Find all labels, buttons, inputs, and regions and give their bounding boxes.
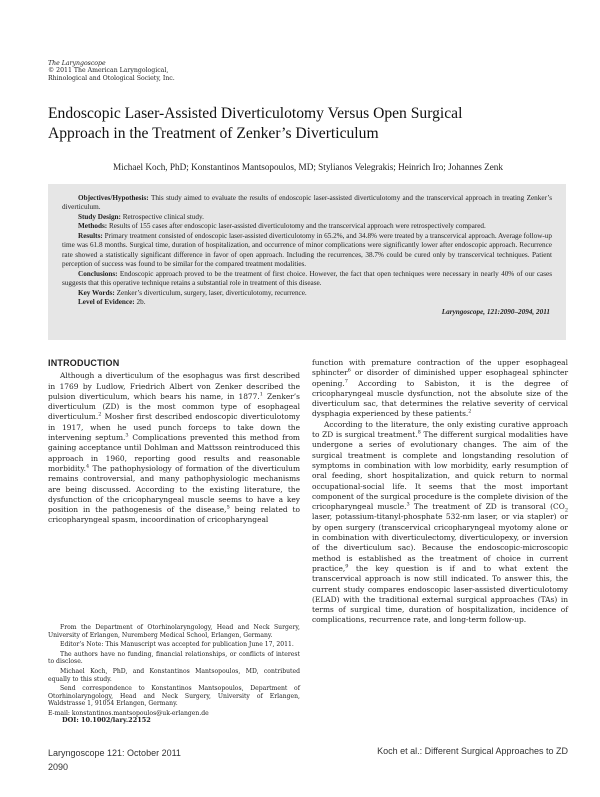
footnote-editor: Editor’s Note: This Manuscript was accepted for publication June 17, 2011. [60, 641, 294, 649]
intro-p1-a: Although a diverticulum of the esophagus was first described in 1769 by Ludlow, Friedrich Albert von Zenker described the pulsion diverticulum, which bears his name, in 1877. [48, 371, 300, 401]
author-list: Michael Koch, PhD; Konstantinos Mantsopoulos, MD; Stylianos Velegrakis; Heinrich Iro; Johannes Zenk [113, 162, 503, 172]
intro-r2-e: the key question is if and to what extent the transcervical approach is now still indicated. To answer this, the current study compares endoscopic laser-assisted diverticulotomy (ELAD) with the traditional external surgical approaches (TAs) in terms of surgical time, duration of hospitalization, incidence of complications, recurrence rate, and long-term follow-up. [312, 563, 568, 625]
doi: DOI: 10.1002/lary.22152 [62, 716, 151, 724]
footnote-correspondence: Send correspondence to Konstantinos Mantsopoulos, Department of Otorhinolaryngology, Head and Neck Surgery, University of Erlangen, Waldstrasse 1, 91054 Erlangen, Germany. [48, 685, 300, 708]
methods-text: Results of 155 cases after endoscopic laser-assisted diverticulotomy and the transcervical approach were retrospectively compared. [108, 222, 486, 231]
article-title [48, 104, 548, 144]
intro-r1-c: According to Sabiston, it is the degree of cricopharyngeal muscle dysfunction, not the absolute size of the diverticulum sac, that determines the relative severity of cervical dysphagia experienced by these patients. [312, 378, 568, 419]
intro-p1-b: Zenker’s diverticulum (ZD) is the most common type of esophageal diverticulum. [48, 391, 300, 422]
evidence-text: 2b. [136, 297, 146, 306]
intro-r2-b: The different surgical modalities have undergone a series of evolutionary changes. The aim of the surgical treatment is complete and longstanding resolution of symptoms in combination with low morbidity, early resumption of oral feeding, short hospitalization, and quick return to normal occupational-social life. It seems that the most important component of the surgical procedure is the complete division of the cricopharyngeal muscle. [312, 430, 568, 512]
intro-r2-d: laser, potassium-titanyl-phosphate 532-nm laser, or via stapler) or by open surgery (transcervical cricopharyngeal myotomy alone or in combination with diverticulectomy, diverticulopexy, or inversion of the diverticulum sac). Because the endoscopic-microscopic method is established as the treatment of choice in current practice, [312, 512, 568, 573]
subscript: 2 [564, 507, 568, 514]
keywords-label: Key Words: [78, 288, 115, 297]
abstract-design [62, 213, 552, 222]
results-text: Primary treatment consisted of endoscopic laser-assisted diverticulotomy in 65.2%, and 34.8% were treated by a transcervical approach. Average follow-up time was 61.8 months. Surgical time, duration of hospitalization, and occurrence of minor complications were significantly lower after endoscopic approach. Recurrence rate showed a statistically significant difference in favor of open approach. Including the recurrences, 38.7% could be cured only by transcervical techniques. Patient perception of success was found to be similar for the compared treatment modalities. [62, 231, 552, 269]
ref-sup: 8 [417, 429, 421, 436]
keywords-text: Zenker’s diverticulum, surgery, laser, diverticulotomy, recurrence. [116, 288, 307, 297]
abstract-evidence [62, 298, 552, 307]
intro-r1-a: function with premature contraction of the upper esophageal sphincter [312, 358, 568, 378]
ref-sup: 1 [259, 391, 263, 398]
results-label: Results: [78, 231, 103, 240]
abstract-objectives [62, 194, 552, 213]
intro-r2-c: The treatment of ZD is transoral (CO [409, 502, 565, 512]
intro-p1-c: Mosher first described endoscopic diverticulotomy in 1917, when he used punch forceps to take down the intervening septum. [48, 412, 300, 443]
footer-journal-issue: Laryngoscope 121: October 2011 [48, 748, 181, 758]
intro-paragraph-1-cont [312, 358, 568, 420]
intro-p1-d: Complications prevented this method from gaining acceptance until Dohlman and Mattsson reintroduced this approach in 1960, reporting good results and reasonable morbidity. [48, 433, 300, 473]
conclusions-text: Endoscopic approach proved to be the treatment of first choice. However, the fact that open techniques were necessary in nearly 40% of our cases suggests that this operative technique retains a substantial role in treatment of this disease. [62, 269, 552, 288]
ref-sup: 9 [345, 563, 349, 570]
intro-paragraph-1 [48, 371, 300, 525]
footnotes [48, 624, 300, 720]
intro-r2-a: According to the literature, the only existing curative approach to ZD is surgical treatment. [312, 419, 568, 440]
ref-sup: 7 [344, 378, 348, 385]
citation-line: Laryngoscope, 121:2090–2094, 2011 [441, 308, 550, 317]
section-heading-introduction: INTRODUCTION [48, 358, 120, 368]
title-line-1: Endoscopic Laser-Assisted Diverticulotomy Versus Open Surgical [48, 105, 463, 122]
abstract-keywords [62, 289, 552, 298]
design-label: Study Design: [78, 212, 121, 221]
objectives-text: This study aimed to evaluate the results of endoscopic laser-assisted diverticulotomy and the transcervical approach in treating Zenker’s diverticulum. [62, 194, 552, 212]
intro-p1-f: being related to cricopharyngeal spasm, incoordination of cricopharyngeal [48, 505, 300, 525]
conclusions-label: Conclusions: [78, 269, 118, 278]
ref-sup: 3 [406, 501, 410, 508]
intro-p1-e: The pathophysiology of formation of the diverticulum remains controversial, and many pathophysiologic mechanisms are being discussed. According to the existing literature, the dysfunction of the cricopharyngeal muscle seems to have a key position in the pathogenesis of the disease, [48, 463, 300, 515]
ref-sup: 2 [468, 409, 472, 415]
journal-header [48, 60, 175, 82]
journal-name: The Laryngoscope [48, 60, 106, 67]
footnote-affiliation: From the Department of Otorhinolaryngology, Head and Neck Surgery, University of Erlangen, Nuremberg Medical School, Erlangen, Germany. [48, 624, 300, 639]
right-column [312, 358, 568, 626]
abstract-methods [62, 222, 552, 231]
ref-sup: 3 [125, 432, 129, 439]
footnote-contribution: Michael Koch, PhD, and Konstantinos Mantsopoulos, MD, contributed equally to this study. [48, 667, 300, 683]
abstract-box [48, 184, 566, 340]
ref-sup: 4 [85, 463, 90, 470]
objectives-label: Objectives/Hypothesis: [78, 194, 149, 202]
ref-sup: 6 [347, 367, 351, 374]
design-text: Retrospective clinical study. [122, 212, 204, 221]
evidence-label: Level of Evidence: [78, 297, 135, 306]
abstract-results [62, 232, 552, 270]
title-line-2: Approach in the Treatment of Zenker’s Diverticulum [48, 125, 379, 142]
ref-sup: 5 [226, 504, 230, 511]
intro-paragraph-2 [312, 420, 568, 626]
abstract-conclusions [62, 270, 552, 289]
copyright-line-2: Rhinological and Otological Society, Inc. [48, 74, 175, 82]
footer-left [48, 746, 181, 774]
footnote-email: E-mail: konstantinos.mantsopoulos@uk-erlangen.de [48, 709, 209, 717]
footnote-disclosure: The authors have no funding, financial relationships, or conflicts of interest to disclose. [48, 650, 300, 666]
methods-label: Methods: [78, 222, 108, 231]
page-number: 2090 [48, 762, 69, 772]
intro-r1-b: or disorder of diminished upper esophageal sphincter opening. [312, 368, 568, 388]
footer-running-title: Koch et al.: Different Surgical Approaches to ZD [377, 746, 568, 756]
left-column [48, 358, 300, 526]
ref-sup: 2 [98, 412, 102, 418]
copyright-line-1: © 2011 The American Laryngological, [48, 67, 169, 75]
